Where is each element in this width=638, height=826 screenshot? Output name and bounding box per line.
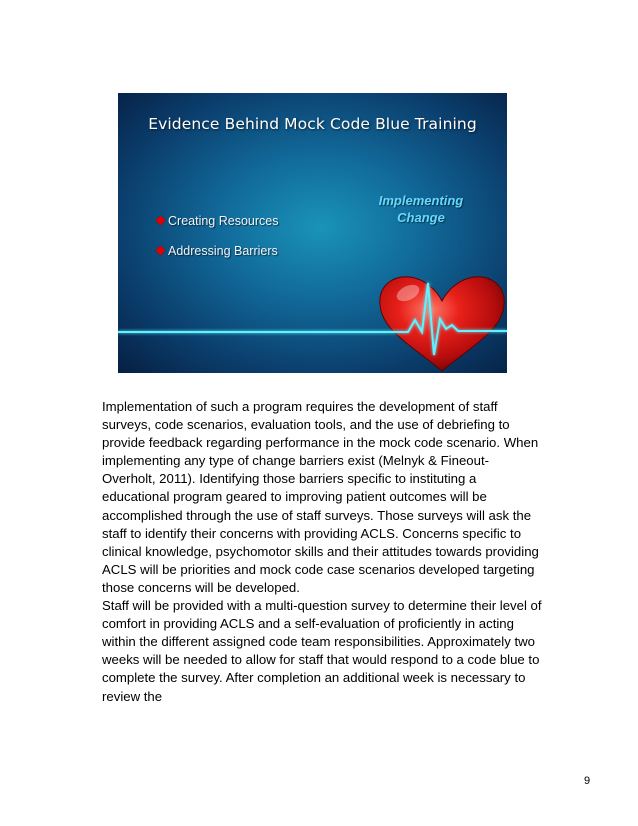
body-text [102,398,542,706]
paragraph-1: Implementation of such a program requires the development of staff surveys, code scenarios, evaluation tools, and the use of debriefing to provide feedback regarding performance in the mock code scenario. When implementing any type of change barriers exist (Melnyk & Fineout-Overholt, 2011). Identifying those barriers specific to instituting a educational program geared to improving patient outcomes will be accomplished through the use of staff surveys. Those surveys will ask the staff to identify their concerns with providing ACLS. Concerns specific to clinical knowledge, psychomotor skills and their attitudes towards providing ACLS will be priorities and mock code case scenarios developed targeting those concerns will be developed. [102,399,539,595]
slide-image [118,93,507,373]
paragraph-2: Staff will be provided with a multi-question survey to determine their level of comfort in providing ACLS and a self-evaluation of proficiently in acting within the different assigned code team responsibilities. Approximately two weeks will be needed to allow for staff that would respond to a code blue to complete the survey. After completion an additional week is necessary to review the [102,598,542,704]
callout-line-1: Implementing [378,193,464,208]
slide-title: Evidence Behind Mock Code Blue Training [148,115,477,133]
bullet-label: Creating Resources [168,214,279,228]
heart-ekg-graphic [118,93,507,373]
callout-line-2: Change [397,210,445,225]
bullet-label: Addressing Barriers [168,244,278,258]
page-number: 9 [584,775,591,787]
